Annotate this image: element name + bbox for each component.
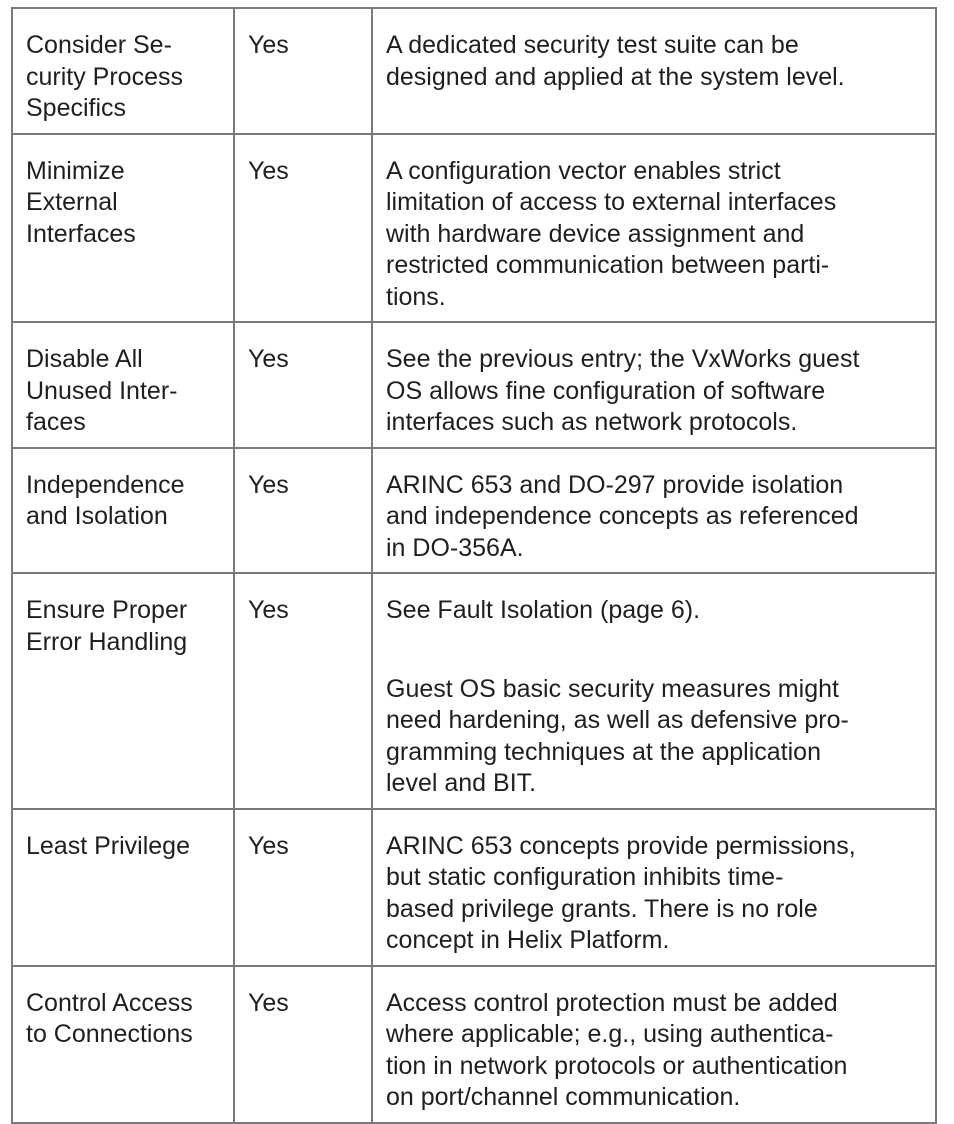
notes-cell	[372, 134, 936, 323]
notes-text-line: See the previous entry; the VxWorks guest	[386, 345, 860, 373]
notes-text-line: with hardware device assignment and	[386, 219, 805, 248]
control-text-line: Consider Se-	[26, 31, 172, 59]
notes-text-line: restricted communication between parti-	[386, 251, 830, 279]
notes-text-line: interfaces such as network protocols.	[386, 408, 798, 436]
notes-cell	[372, 8, 936, 134]
control-text-line: to Connections	[26, 1020, 193, 1048]
control-text-line: faces	[26, 408, 86, 436]
notes-text-line: on port/channel communication.	[386, 1083, 741, 1111]
applicable-value: Yes	[248, 31, 289, 59]
applicable-cell	[234, 966, 372, 1123]
notes-cell	[372, 573, 936, 809]
control-text-line: Unused Inter-	[26, 376, 178, 405]
notes-text-line: need hardening, as well as defensive pro-	[386, 706, 849, 734]
notes-text-line: tions.	[386, 282, 446, 311]
control-text-line: Ensure Proper	[26, 596, 188, 624]
control-text-line: Control Access	[26, 988, 193, 1017]
applicable-cell	[234, 809, 372, 966]
notes-text-line: where applicable; e.g., using authentica-	[386, 1020, 834, 1048]
control-text-line: Interfaces	[26, 219, 136, 248]
table-row	[12, 573, 936, 809]
notes-text-line: in DO-356A.	[386, 533, 524, 562]
applicable-cell	[234, 134, 372, 323]
notes-text-line: tion in network protocols or authentication	[386, 1051, 848, 1080]
notes-cell	[372, 966, 936, 1123]
control-cell	[12, 134, 234, 323]
control-cell	[12, 966, 234, 1123]
table-row	[12, 8, 936, 134]
control-cell	[12, 322, 234, 448]
control-cell	[12, 448, 234, 574]
notes-text-line: OS allows fine configuration of software	[386, 376, 826, 405]
applicable-cell	[234, 573, 372, 809]
control-cell	[12, 8, 234, 134]
control-text-line: and Isolation	[26, 502, 168, 530]
control-text-line: Error Handling	[26, 627, 188, 656]
applicable-cell	[234, 322, 372, 448]
table-row	[12, 322, 936, 448]
notes-text-line: A configuration vector enables strict	[386, 156, 781, 185]
notes-text-line: ARINC 653 and DO-297 provide isolation	[386, 470, 844, 499]
notes-text-line: A dedicated security test suite can be	[386, 31, 799, 59]
table-row	[12, 448, 936, 574]
notes-text-line: Guest OS basic security measures might	[386, 674, 839, 703]
notes-text-line: See Fault Isolation (page 6).	[386, 596, 701, 624]
applicable-value: Yes	[248, 470, 289, 499]
security-controls-table	[11, 7, 937, 1124]
notes-text-line: ARINC 653 concepts provide permissions,	[386, 831, 856, 860]
control-text-line: External	[26, 188, 118, 216]
notes-text-line: designed and applied at the system level.	[386, 62, 845, 91]
applicable-value: Yes	[248, 831, 289, 860]
control-cell	[12, 809, 234, 966]
applicable-cell	[234, 8, 372, 134]
notes-text-line: Access control protection must be added	[386, 988, 838, 1017]
notes-text-line: level and BIT.	[386, 769, 537, 797]
notes-cell	[372, 448, 936, 574]
control-text-line: Least Privilege	[26, 831, 190, 860]
control-text-line: Specifics	[26, 94, 127, 122]
control-text-line: Independence	[26, 470, 185, 499]
notes-cell	[372, 809, 936, 966]
notes-text-line: limitation of access to external interfaces	[386, 188, 837, 216]
control-text-line: curity Process	[26, 62, 183, 91]
notes-text-line: based privilege grants. There is no role	[386, 894, 818, 923]
table-row	[12, 134, 936, 323]
control-text-line: Disable All	[26, 345, 143, 373]
notes-text-line: gramming techniques at the application	[386, 737, 821, 766]
table-body	[12, 8, 936, 1123]
notes-cell	[372, 322, 936, 448]
notes-text-line: concept in Helix Platform.	[386, 926, 670, 954]
control-text-line: Minimize	[26, 156, 125, 185]
table-row	[12, 809, 936, 966]
applicable-value: Yes	[248, 988, 289, 1017]
applicable-cell	[234, 448, 372, 574]
applicable-value: Yes	[248, 156, 289, 185]
applicable-value: Yes	[248, 596, 289, 624]
control-cell	[12, 573, 234, 809]
paragraph-gap	[386, 627, 923, 674]
applicable-value: Yes	[248, 345, 289, 373]
table-row	[12, 966, 936, 1123]
notes-text-line: but static configuration inhibits time-	[386, 863, 784, 891]
notes-text-line: and independence concepts as referenced	[386, 502, 859, 530]
